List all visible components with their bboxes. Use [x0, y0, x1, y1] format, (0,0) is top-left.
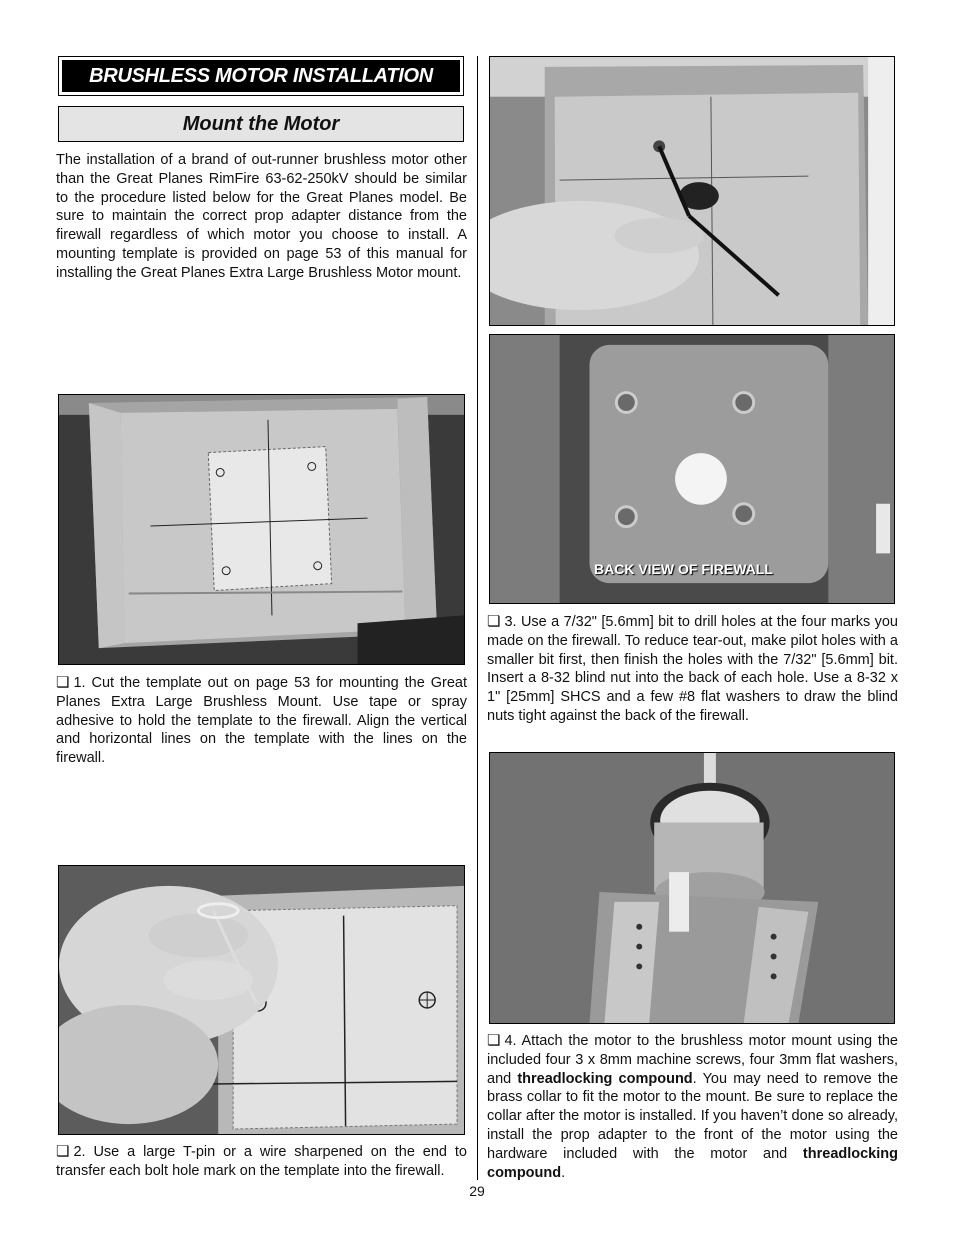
checkbox-icon[interactable]: ❏ — [56, 1143, 70, 1160]
checkbox-icon[interactable]: ❏ — [487, 613, 501, 630]
section-title-box — [58, 56, 464, 96]
step-4-bold-2: threadlocking compound — [487, 1145, 898, 1181]
section-title: BRUSHLESS MOTOR INSTALLATION — [62, 60, 460, 92]
photo-caption-back-view: BACK VIEW OF FIREWALL — [594, 561, 773, 577]
page-number: 29 — [469, 1183, 485, 1199]
checkbox-icon[interactable]: ❏ — [56, 674, 70, 691]
intro-paragraph: The installation of a brand of out-runner brushless motor other than the Great Planes RimFire 63-62-250kV should be similar to the procedure listed below for the Great Planes model. Be sure to maintain the correct prop adapter distance from the firewall regardless of which motor you choose to install. A mounting template is provided on page 53 of this manual for installing the Great Planes Extra Large Brushless Motor mount. — [56, 152, 467, 281]
step-4-text — [487, 1032, 898, 1182]
column-divider — [477, 56, 478, 1180]
step-3-text — [487, 613, 898, 726]
step-2-text — [56, 1143, 467, 1181]
photo-drilling-firewall — [489, 56, 895, 326]
step-3-body: 3. Use a 7/32" [5.6mm] bit to drill holes at the four marks you made on the firewall. To reduce tear-out, make pilot holes with a smaller bit first, then finish the holes with the 7/32" [5.6mm] bit. Insert a 8-32 blind nut into the back of each hole. Use a 8-32 x 1" [25mm] SHCS and a few #8 flat washers to draw the blind nuts tight against the back of the firewall. — [487, 614, 898, 724]
checkbox-icon[interactable]: ❏ — [487, 1032, 501, 1049]
photo-template-on-firewall — [58, 394, 465, 665]
step-1-body: 1. Cut the template out on page 53 for mounting the Great Planes Extra Large Brushless Mount. Use tape or spray adhesive to hold the template to the firewall. Align the vertical and horizontal lines on the template with the lines on the firewall. — [56, 675, 467, 767]
step-4-body-3: . — [561, 1164, 566, 1181]
sub-title: Mount the Motor — [58, 106, 464, 142]
photo-t-pin-marking — [58, 865, 465, 1135]
step-2-body: 2. Use a large T-pin or a wire sharpened on the end to transfer each bolt hole mark on the template into the firewall. — [56, 1144, 467, 1179]
step-4-body-1: 4. Attach the motor to the brushless motor mount using the included four 3 x 8mm machine screws, four 3mm flat washers, and — [487, 1033, 898, 1087]
step-1-text — [56, 674, 467, 768]
photo-back-view-firewall — [489, 334, 895, 604]
step-4-body-2: . You may need to remove the brass collar to fit the motor to the mount. Be sure to replace the collar after the motor is installed. If you haven’t done so already, install the prop adapter to the front of the motor using the hardware included with the motor and — [487, 1070, 899, 1162]
step-4-bold-1: threadlocking compound — [517, 1070, 693, 1087]
photo-motor-on-mount — [489, 752, 895, 1024]
